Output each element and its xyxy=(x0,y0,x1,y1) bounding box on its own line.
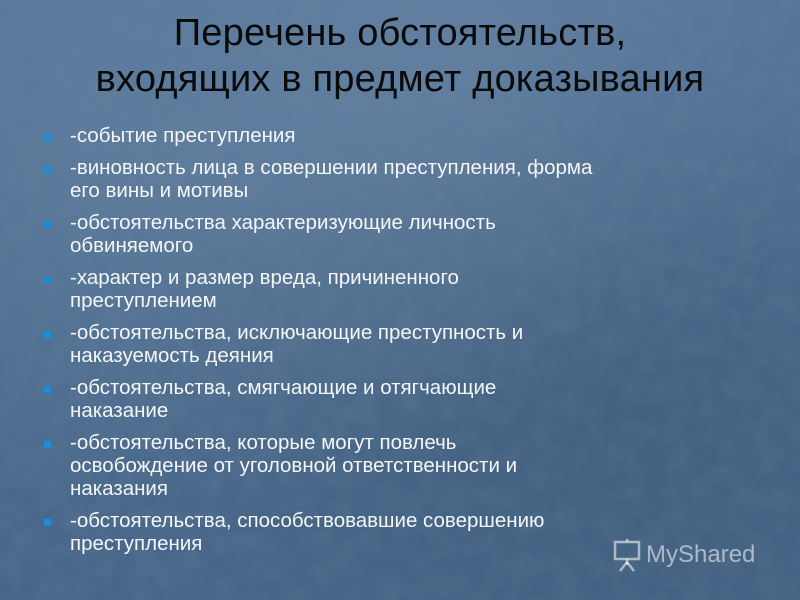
bullet-text-line: наказуемость деяния xyxy=(70,344,274,367)
bullet-item xyxy=(44,431,744,500)
square-bullet-icon xyxy=(44,221,51,228)
bullet-text-line: -характер и размер вреда, причиненного xyxy=(70,266,459,289)
slide-title xyxy=(0,10,800,102)
bullet-item xyxy=(44,124,744,147)
bullet-text-line: -событие преступления xyxy=(70,124,296,147)
bullet-text-line: -обстоятельства, способствовавшие совершению xyxy=(70,509,545,532)
bullet-text-line: его вины и мотивы xyxy=(70,179,249,202)
watermark-text: MyShared xyxy=(646,541,756,568)
square-bullet-icon xyxy=(44,441,51,448)
bullet-text-line: наказания xyxy=(70,477,168,500)
bullet-text-line: -виновность лица в совершении преступления, форма xyxy=(70,156,593,179)
presentation-board-icon xyxy=(612,538,642,572)
bullet-text-line: -обстоятельства характеризующие личность xyxy=(70,211,496,234)
square-bullet-icon xyxy=(44,134,51,141)
slide-title-line-2: входящих в предмет доказывания xyxy=(95,58,705,100)
bullet-text-line: -обстоятельства, смягчающие и отягчающие xyxy=(70,376,497,399)
bullet-text-line: освобождение от уголовной ответственности и xyxy=(70,454,518,477)
bullet-text-line: преступлением xyxy=(70,289,217,312)
square-bullet-icon xyxy=(44,166,51,173)
myshared-watermark xyxy=(612,537,755,573)
bullet-text-line: наказание xyxy=(70,399,169,422)
square-bullet-icon xyxy=(44,519,51,526)
bullet-text-line: преступления xyxy=(70,532,203,555)
bullet-text-line: обвиняемого xyxy=(70,234,194,257)
bullet-text-line: -обстоятельства, исключающие преступность и xyxy=(70,321,524,344)
bullet-item xyxy=(44,321,744,367)
bullet-item xyxy=(44,156,744,202)
square-bullet-icon xyxy=(44,276,51,283)
bullet-text-line: -обстоятельства, которые могут повлечь xyxy=(70,431,457,454)
bullet-item xyxy=(44,266,744,312)
bullet-list xyxy=(44,124,744,564)
bullet-item xyxy=(44,211,744,257)
square-bullet-icon xyxy=(44,386,51,393)
bullet-item xyxy=(44,376,744,422)
slide-title-line-1: Перечень обстоятельств, xyxy=(173,12,627,54)
square-bullet-icon xyxy=(44,331,51,338)
